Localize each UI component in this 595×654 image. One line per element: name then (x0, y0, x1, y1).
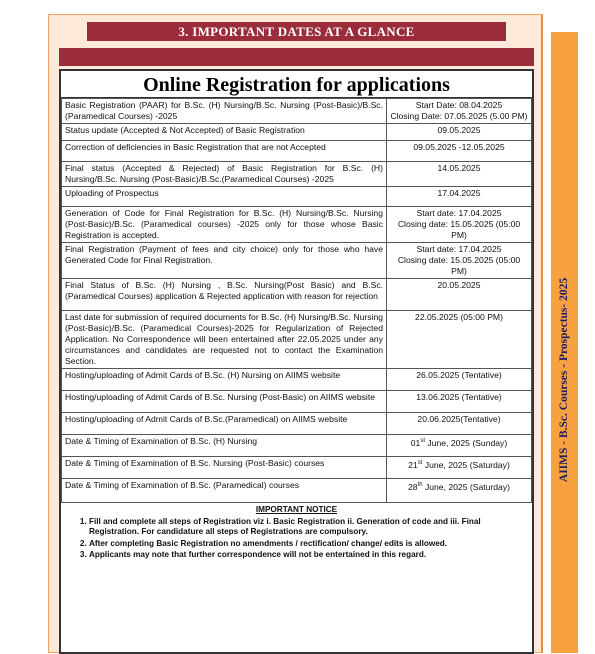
date-cell (387, 413, 532, 435)
event-cell: Hosting/uploading of Admit Cards of B.Sc. Nursing (Post-Basic) on AIIMS website (62, 391, 387, 413)
date-line: Start date: 17.04.2025 (416, 244, 502, 254)
table-row (62, 162, 532, 187)
date-line: Start Date: 08.04.2025 (415, 100, 503, 110)
date-line: 17.04.2025 (437, 188, 481, 198)
date-cell (387, 99, 532, 124)
event-cell: Date & Timing of Examination of B.Sc. Nursing (Post-Basic) courses (62, 457, 387, 479)
event-cell: Generation of Code for Final Registration for B.Sc. (H) Nursing/B.Sc. Nursing (Post-Basic)/B.Sc. (Paramedical courses) -2025 only for those whose Basic Registration is accepted. (62, 207, 387, 243)
event-cell: Date & Timing of Examination of B.Sc. (Paramedical) courses (62, 479, 387, 503)
table-row (62, 99, 532, 124)
table-row (62, 207, 532, 243)
table-row (62, 479, 532, 503)
notice-item: 2. After completing Basic Registration no amendments / rectification/ change/ edits is allowed. (89, 539, 526, 550)
event-cell: Date & Timing of Examination of B.Sc. (H) Nursing (62, 435, 387, 457)
event-cell: Hosting/uploading of Admit Cards of B.Sc.(Paramedical) on AIIMS website (62, 413, 387, 435)
event-cell: Last date for submission of required documents for B.Sc. (H) Nursing/B.Sc. Nursing (Post-Basic)/B.Sc. (Paramedical Courses)-2025 for Regularization of Rejected Application. No Correspondence will been entertained after 22.05.2025 under any circumstances and candidates are requested not to contact the Examination Section. (62, 311, 387, 369)
date-line: Closing date: 15.05.2025 (05:00 PM) (397, 219, 521, 240)
event-cell: Basic Registration (PAAR) for B.Sc. (H) Nursing/B.Sc. Nursing (Post-Basic)/B.Sc. (Paramedical Courses) -2025 (62, 99, 387, 124)
exam-date-part: June, 2025 (Sunday) (425, 438, 508, 448)
exam-date-part: 01 (410, 438, 421, 448)
table-row (62, 243, 532, 279)
table-row (62, 187, 532, 207)
table-row (62, 141, 532, 162)
section-title: 3. IMPORTANT DATES AT A GLANCE (87, 22, 506, 41)
date-line: 22.05.2025 (05:00 PM) (415, 312, 503, 322)
date-cell (387, 435, 532, 457)
table-row (62, 457, 532, 479)
exam-date (390, 458, 528, 471)
exam-date-part: st (420, 438, 426, 445)
date-cell (387, 162, 532, 187)
event-cell: Final Registration (Payment of fees and city choice) only for those who have Generated Code for Final Registration. (62, 243, 387, 279)
prospectus-page (48, 14, 543, 653)
event-cell: Status update (Accepted & Not Accepted) of Basic Registration (62, 124, 387, 141)
exam-date-part: st (417, 460, 423, 467)
table-title: Online Registration for applications (61, 71, 532, 98)
date-line: 20.05.2025 (437, 280, 481, 290)
date-cell (387, 187, 532, 207)
notice-item: 3. Applicants may note that further correspondence will not be entertained in this regard. (89, 550, 526, 561)
date-cell (387, 279, 532, 311)
event-cell: Final Status of B.Sc. (H) Nursing , B.Sc. Nursing(Post Basic) and B.Sc. (Paramedical Courses) application & Rejected application with reason for rejection (62, 279, 387, 311)
date-cell (387, 141, 532, 162)
date-line: Closing date: 15.05.2025 (05:00 PM) (397, 255, 521, 276)
table-row (62, 311, 532, 369)
event-cell: Uploading of Prospectus (62, 187, 387, 207)
date-line: 13.06.2025 (Tentative) (416, 392, 502, 402)
date-cell (387, 243, 532, 279)
dates-table (61, 98, 532, 503)
date-cell (387, 479, 532, 503)
date-cell (387, 391, 532, 413)
event-cell: Correction of deficiencies in Basic Registration that are not Accepted (62, 141, 387, 162)
date-cell (387, 457, 532, 479)
exam-date-part: 21 (408, 460, 418, 470)
side-banner-text: AIIMS - B.Sc. Courses - Prospectus- 2025 (558, 277, 570, 483)
table-row (62, 124, 532, 141)
exam-date (390, 436, 528, 449)
date-cell (387, 207, 532, 243)
exam-date-part: 28 (407, 482, 418, 492)
table-row (62, 391, 532, 413)
date-cell (387, 311, 532, 369)
exam-date-part: June, 2025 (Saturday) (422, 482, 510, 492)
dates-table-box (59, 69, 534, 654)
table-row (62, 369, 532, 391)
date-line: 14.05.2025 (437, 163, 481, 173)
table-row (62, 279, 532, 311)
exam-date-part: June, 2025 (Saturday) (422, 460, 510, 470)
table-row (62, 413, 532, 435)
date-line: 26.05.2025 (Tentative) (416, 370, 502, 380)
event-cell: Final status (Accepted & Rejected) of Basic Registration for B.Sc. (H) Nursing/B.Sc. Nursing (Post-Basic)/B.Sc.(Paramedical Courses) -2025 (62, 162, 387, 187)
notice-list (67, 517, 526, 561)
date-cell (387, 369, 532, 391)
date-line: 09.05.2025 -12.05.2025 (413, 142, 505, 152)
date-line: Closing Date: 07.05.2025 (5.00 PM) (390, 111, 528, 121)
exam-date-part: th (417, 482, 423, 489)
notice-item: 1. Fill and complete all steps of Registration viz i. Basic Registration ii. Generation of code and iii. Final Registration. For candidature all steps of Registrations are compulsory. (89, 517, 526, 538)
notice-title: IMPORTANT NOTICE (255, 505, 338, 514)
exam-date (390, 480, 528, 493)
date-cell (387, 124, 532, 141)
date-line: 20.06.2025(Tentative) (417, 414, 501, 424)
event-cell: Hosting/uploading of Admit Cards of B.Sc. (H) Nursing on AIIMS website (62, 369, 387, 391)
date-line: Start date: 17.04.2025 (416, 208, 502, 218)
date-line: 09.05.2025 (437, 125, 481, 135)
table-row (62, 435, 532, 457)
important-notice (61, 503, 532, 561)
header-band (59, 48, 534, 66)
